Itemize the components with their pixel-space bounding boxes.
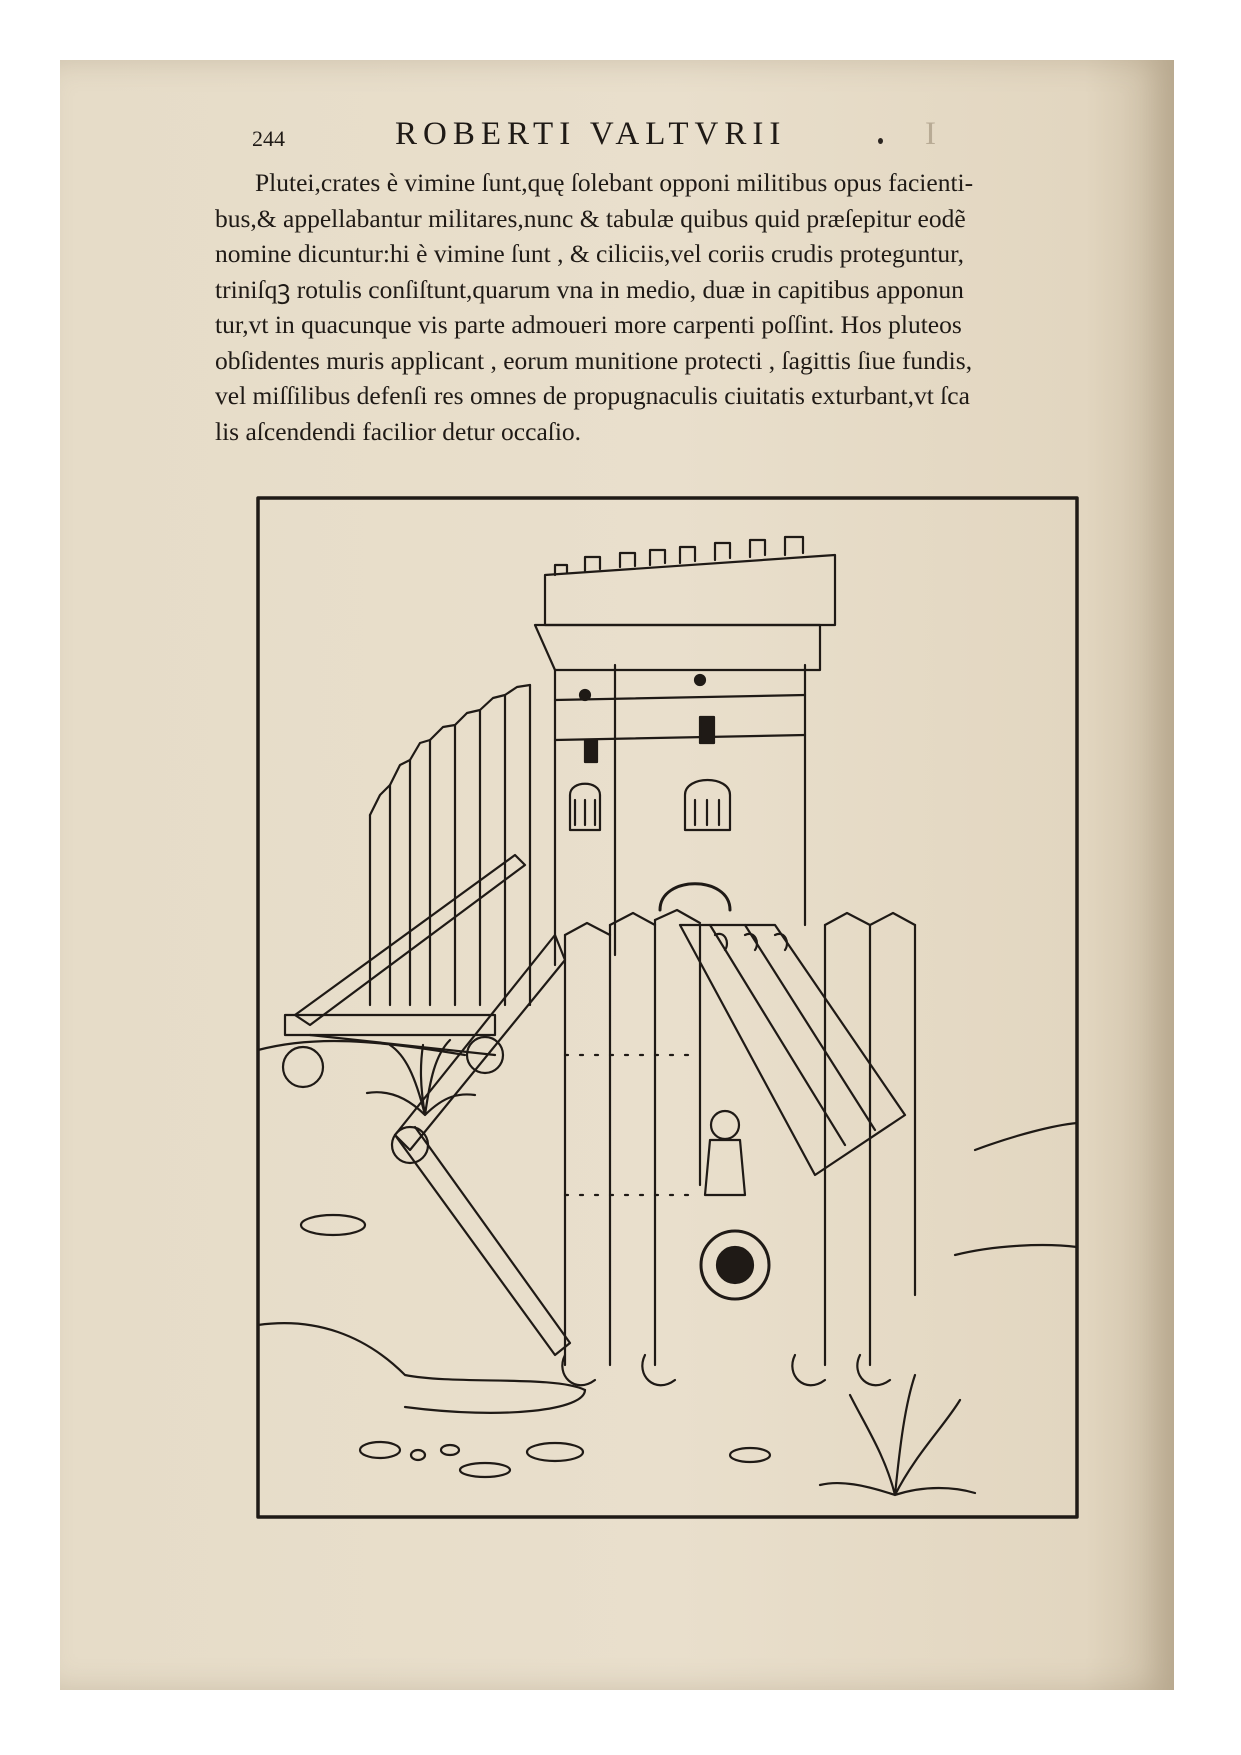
tower-parapet <box>545 555 835 625</box>
hill-line <box>258 1323 585 1390</box>
front-wheel <box>642 1355 675 1385</box>
front-wheel <box>792 1355 825 1385</box>
plank-rivets <box>565 1055 700 1195</box>
back-wheel <box>283 1047 323 1087</box>
text-line: nomine dicuntur:hi è vimine ſunt , & ciliciis,vel coriis crudis proteguntur, <box>215 239 964 268</box>
stone <box>360 1442 400 1458</box>
stone <box>411 1450 425 1460</box>
text-line: bus,& appellabantur militares,nunc & tabulæ quibus quid præſepitur eodẽ <box>215 203 966 233</box>
stone <box>301 1215 365 1235</box>
running-head: ROBERTI VALTVRII <box>395 116 787 152</box>
stone <box>527 1443 583 1461</box>
front-wheel <box>562 1355 595 1385</box>
soldier-head <box>711 1111 739 1139</box>
text-line: triniſqꝫ rotulis conſiſtunt,quarum vna in medio, duæ in capitibus apponun <box>215 274 964 304</box>
tower-arch <box>660 884 730 910</box>
page-number: 244 <box>252 126 285 151</box>
tower-crenellations <box>555 537 803 575</box>
center-wheel-hub <box>717 1247 753 1283</box>
tower-cornice <box>535 625 820 670</box>
stone <box>441 1445 459 1455</box>
back-palisade-planks <box>370 685 530 1005</box>
back-base <box>285 1015 495 1035</box>
roof-boards <box>680 925 905 1175</box>
tower-courses <box>555 695 805 740</box>
page-header <box>0 116 1241 156</box>
text-line: lis aſcendendi facilior detur occaſio. <box>215 416 582 446</box>
stone <box>460 1463 510 1477</box>
woodcut-illustration <box>255 495 1080 1520</box>
soldier-body <box>705 1140 745 1195</box>
window-mullions <box>575 800 719 825</box>
stone <box>730 1448 770 1462</box>
hill-line <box>405 1390 585 1413</box>
hill-line <box>975 1123 1077 1150</box>
strut-wheel <box>392 1127 428 1163</box>
front-wheel <box>857 1355 890 1385</box>
text-line: Plutei,crates è vimine ſunt,quę ſolebant opponi militibus opus facienti- <box>255 168 974 197</box>
plant-right <box>820 1375 975 1495</box>
text-line: obſidentes muris applicant , eorum munitione protecti , ſagittis ſiue fundis, <box>215 345 973 375</box>
front-plank-points <box>565 910 915 935</box>
tower-walls <box>555 665 805 965</box>
body-paragraph <box>215 165 1125 449</box>
text-line: vel miſſilibus defenſi res omnes de propugnaculis ciuitatis exturbant,vt ſca <box>215 381 970 410</box>
hill-line <box>955 1245 1077 1255</box>
show-through-letter: I <box>925 116 936 152</box>
illustration-frame <box>258 498 1077 1517</box>
text-line: tur,vt in quacunque vis parte admoueri more carpenti poſſint. Hos pluteos <box>215 310 962 339</box>
front-brace <box>395 1127 570 1355</box>
